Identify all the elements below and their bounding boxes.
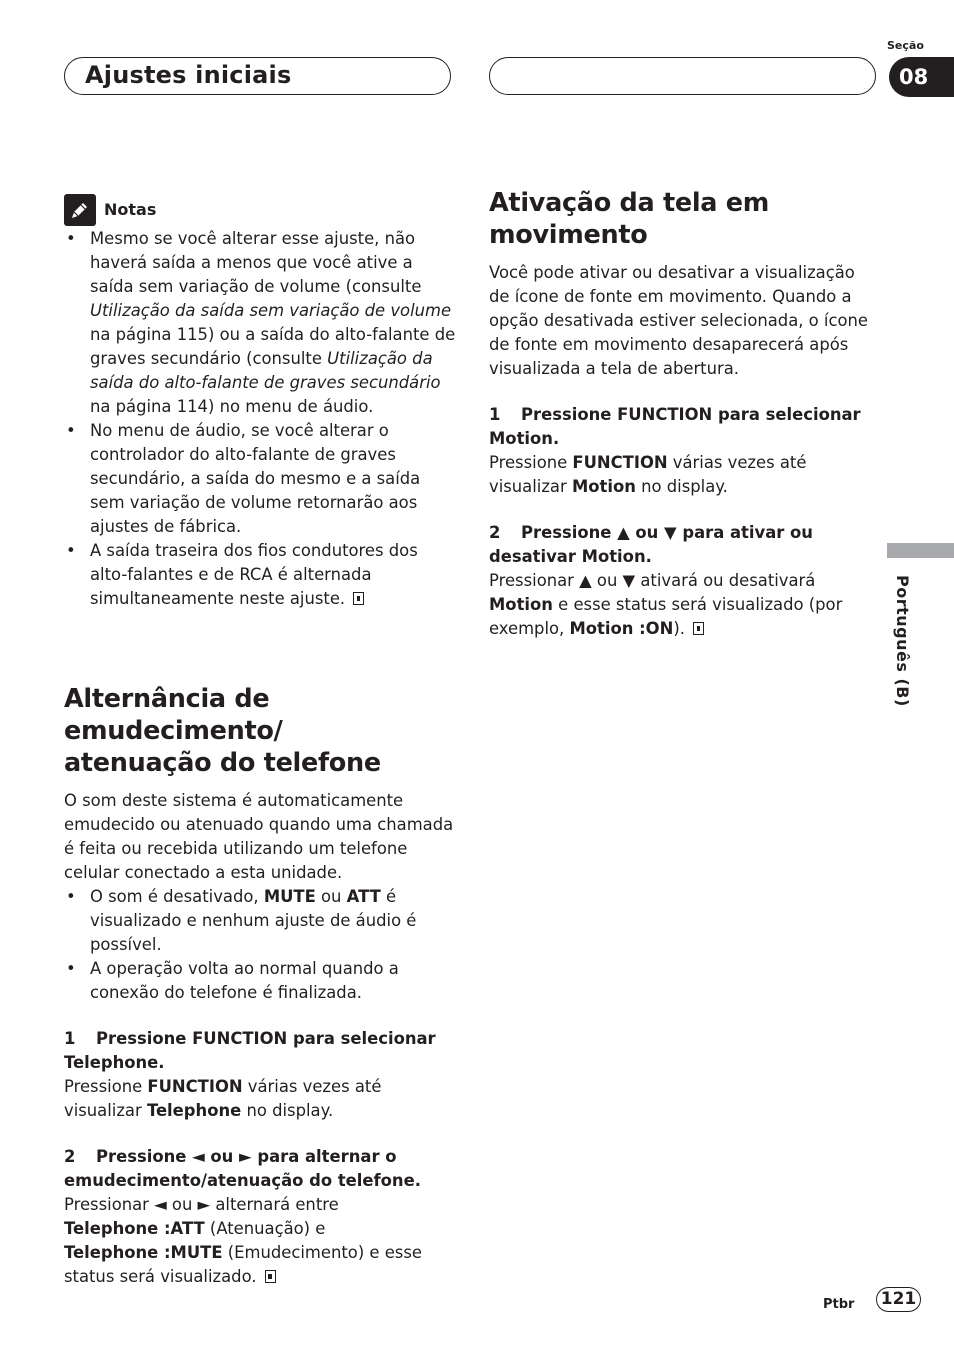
telephone-step1-body: Pressione FUNCTION várias vezes até visualizar Telephone no display. (64, 1077, 382, 1120)
page-title: Ajustes iniciais (85, 61, 292, 89)
section-number-badge: 08 (889, 57, 954, 97)
note-item: • A saída traseira dos fios condutores dos alto-falantes e de RCA é alternada simultaneamente neste ajuste. (64, 539, 456, 611)
list-item: • A operação volta ao normal quando a conexão do telefone é finalizada. (64, 957, 456, 1005)
section-label: Seção (887, 39, 924, 52)
telephone-heading: Alternância de emudecimento/ atenuação do telefone (64, 684, 381, 778)
telephone-intro: O som deste sistema é automaticamente emudecido ou atenuado quando uma chamada é feita ou recebida utilizando um telefone celular conectado a esta unidade. (64, 791, 454, 882)
telephone-step1-title: 1 Pressione FUNCTION para selecionar Telephone. (64, 1029, 436, 1072)
notes-header (64, 195, 456, 225)
header-right-frame (489, 57, 876, 95)
page-number: 121 (876, 1287, 921, 1312)
left-column (64, 195, 456, 1289)
notes-list (64, 227, 456, 611)
telephone-bullets (64, 885, 456, 1005)
language-tab-marker (887, 543, 954, 558)
notes-title: Notas (104, 200, 157, 219)
right-column (489, 187, 877, 641)
motion-step1-body: Pressione FUNCTION várias vezes até visualizar Motion no display. (489, 453, 807, 496)
pencil-icon (64, 194, 96, 226)
note-item: • Mesmo se você alterar esse ajuste, não haverá saída a menos que você ative a saída sem variação de volume (consulte Utilização da saída sem variação de volume na página 115) ou a saída do alto-falante de graves secundário (consulte Utilização da saída do alto-falante de graves secundário na página 114) no menu de áudio. (64, 227, 456, 419)
motion-step2-body: Pressionar ▲ ou ▼ ativará ou desativará Motion e esse status será visualizado (por exemplo, Motion :ON). (489, 571, 843, 638)
motion-intro: Você pode ativar ou desativar a visualização de ícone de fonte em movimento. Quando a opção desativada estiver selecionada, o ícone de fonte em movimento desaparecerá após visualizada a tela de abertura. (489, 263, 868, 378)
end-mark-icon (265, 1270, 276, 1283)
motion-step1-title: 1 Pressione FUNCTION para selecionar Motion. (489, 405, 861, 448)
footer-language-code: Ptbr (823, 1297, 855, 1312)
end-mark-icon (353, 592, 364, 605)
end-mark-icon (693, 622, 704, 635)
note-item: • No menu de áudio, se você alterar o controlador do alto-falante de graves secundário, a saída do mesmo e a saída sem variação de volume retornarão aos ajustes de fábrica. (64, 419, 456, 539)
motion-heading: Ativação da tela em movimento (489, 188, 770, 250)
motion-step2-title: 2 Pressione ▲ ou ▼ para ativar ou desativar Motion. (489, 523, 813, 566)
telephone-step2-body: Pressionar ◄ ou ► alternará entre Telephone :ATT (Atenuação) e Telephone :MUTE (Emudecimento) e esse status será visualizado. (64, 1195, 422, 1286)
list-item: • O som é desativado, MUTE ou ATT é visualizado e nenhum ajuste de áudio é possível. (64, 885, 456, 957)
language-tab-label: Português (B) (893, 575, 912, 707)
telephone-step2-title: 2 Pressione ◄ ou ► para alternar o emudecimento/atenuação do telefone. (64, 1147, 421, 1190)
